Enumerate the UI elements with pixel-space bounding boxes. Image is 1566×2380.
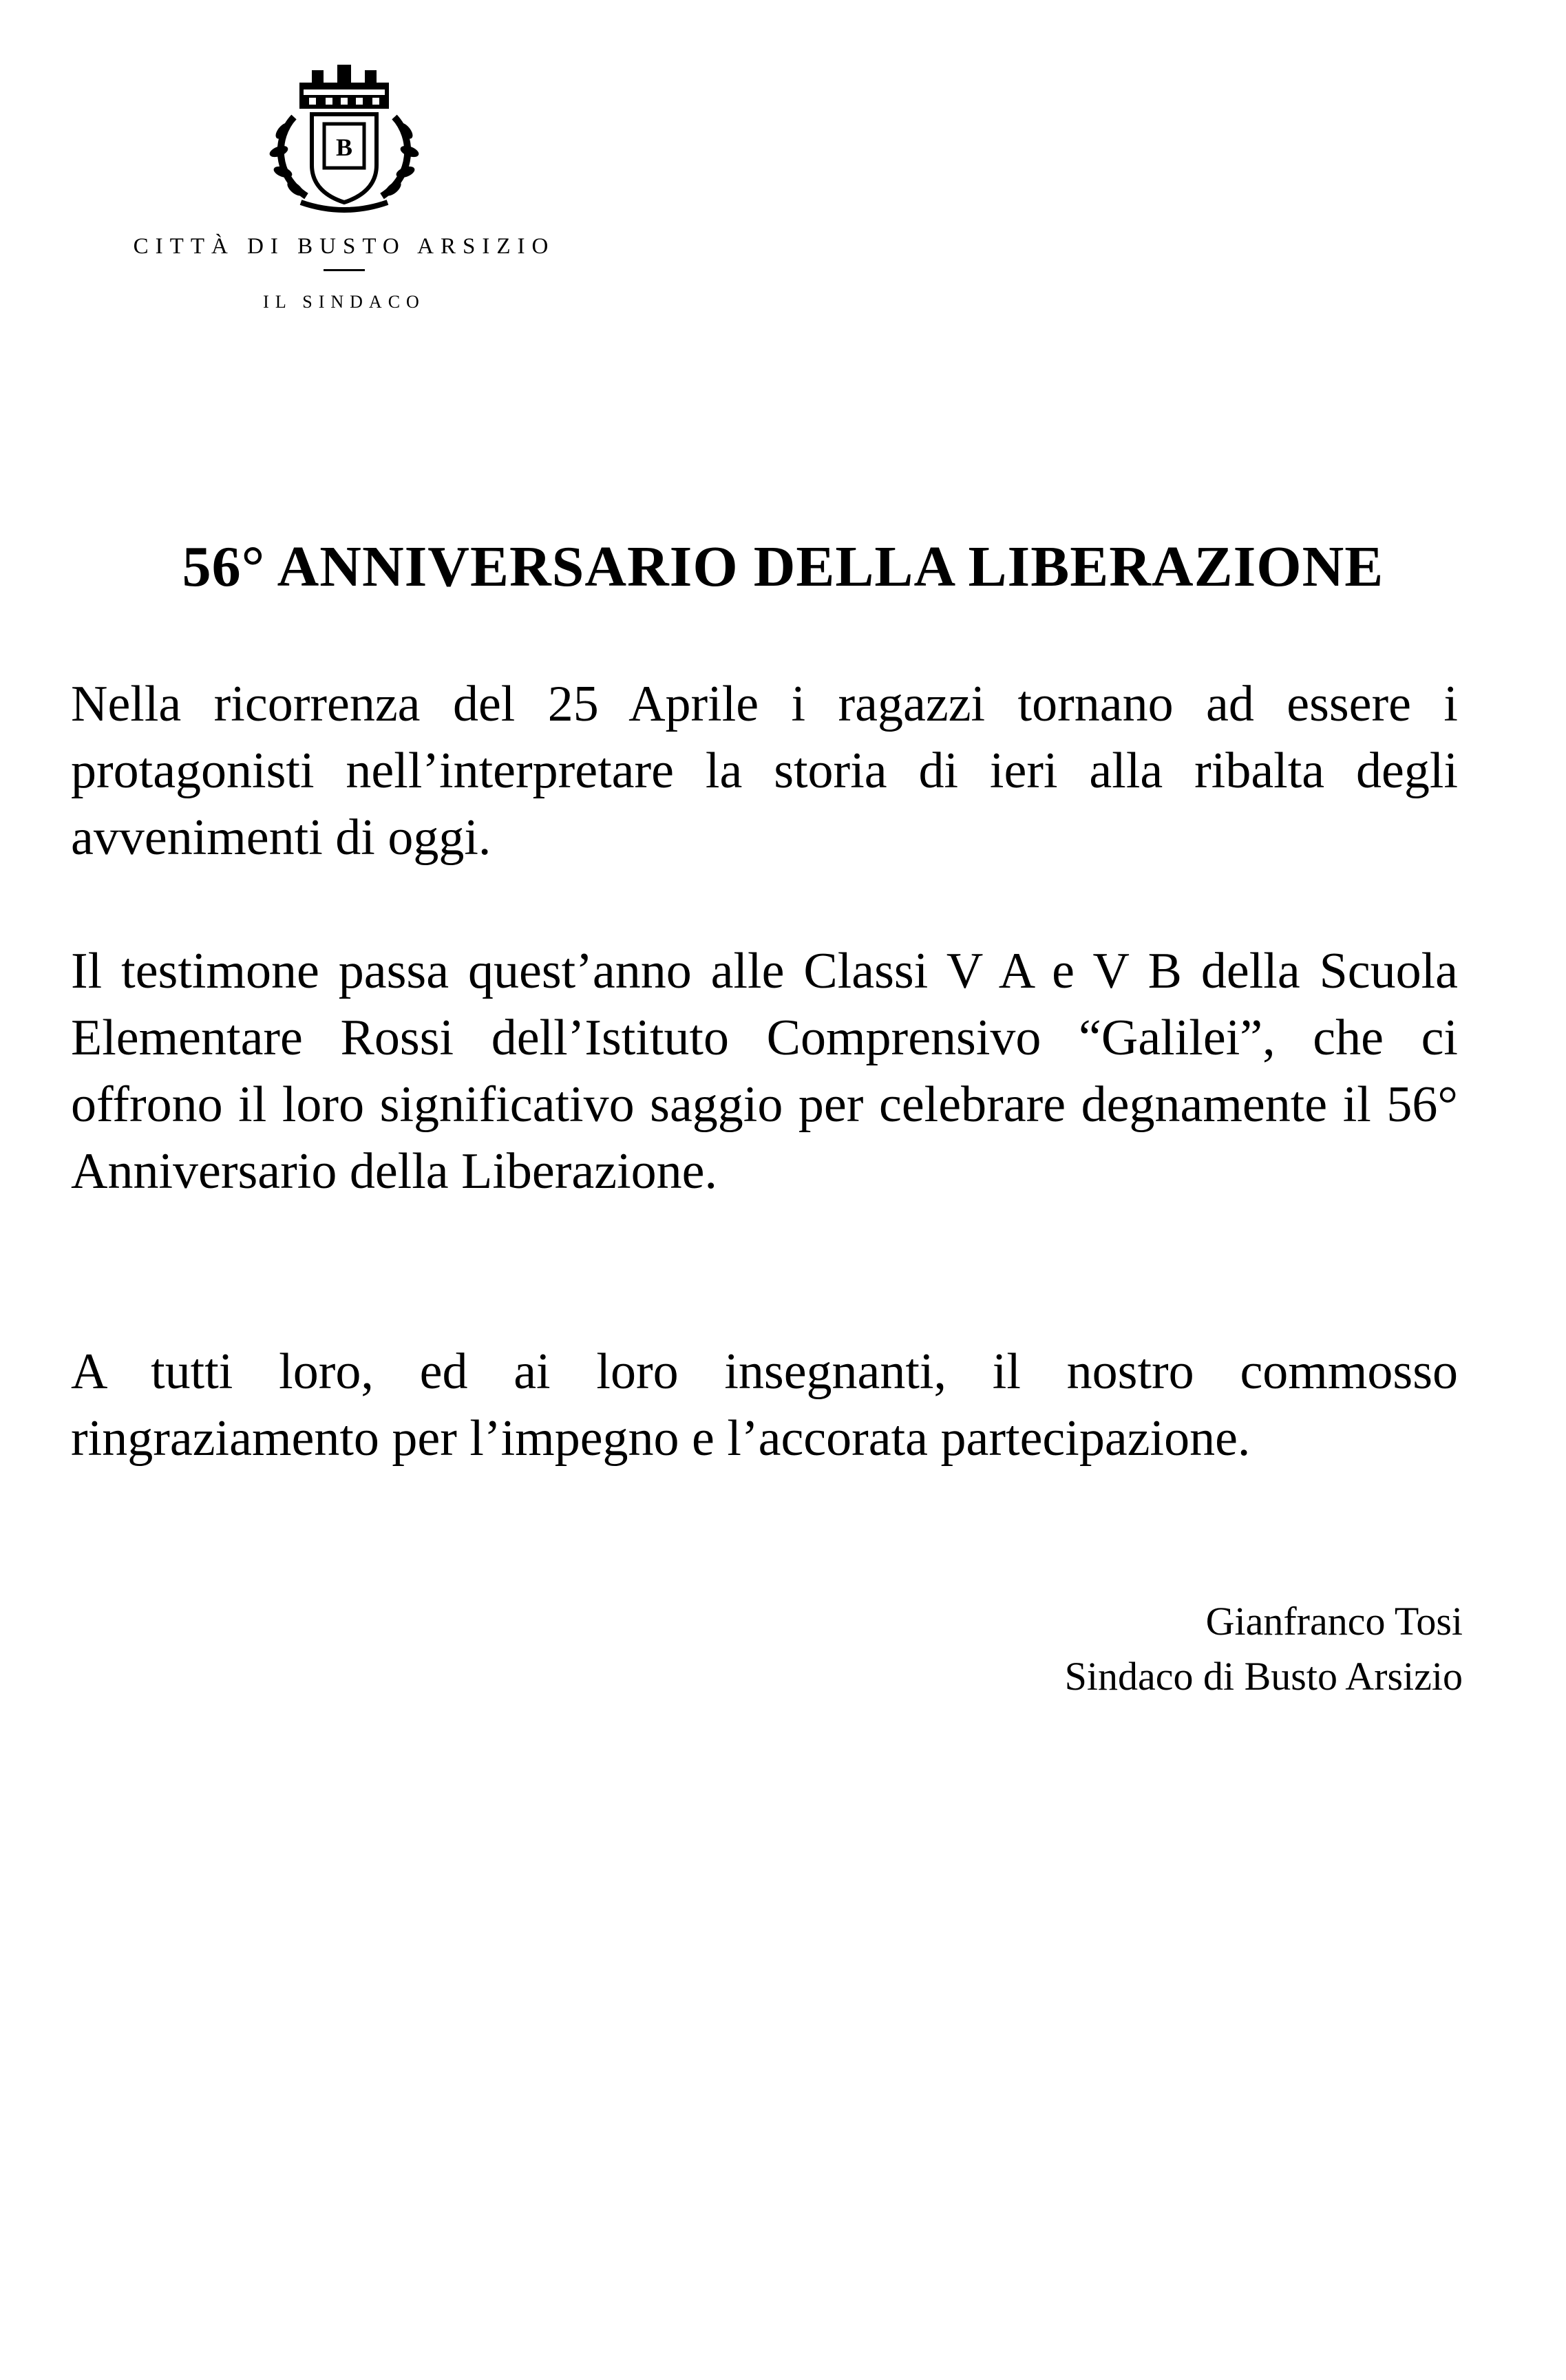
signature-name: Gianfranco Tosi: [1205, 1599, 1463, 1644]
signature-role: Sindaco di Busto Arsizio: [1064, 1654, 1463, 1699]
paragraph-1: Nella ricorrenza del 25 Aprile i ragazzi tornano ad essere i protagonisti nell’interpretare la storia di ieri alla ribalta degli avvenimenti di oggi.: [71, 676, 1458, 866]
letterhead-office: IL SINDACO: [263, 292, 425, 312]
letterhead-city: CITTÀ DI BUSTO ARSIZIO: [133, 234, 555, 259]
letterhead-divider: [324, 269, 365, 271]
city-crest-icon: [258, 55, 430, 220]
paragraph-3: A tutti loro, ed ai loro insegnanti, il nostro commosso ringraziamento per l’impegno e l’accorata partecipazione.: [71, 1343, 1458, 1467]
svg-text:B: B: [335, 134, 353, 161]
letterhead: [124, 55, 564, 312]
paragraph-2: Il testimone passa quest’anno alle Classi V A e V B della Scuola Elementare Rossi dell’Istituto Comprensivo “Galilei”, che ci offrono il loro significativo saggio per celebrare degnamente il 56° Anniversario della Liberazione.: [71, 943, 1458, 1200]
document-title: 56° ANNIVERSARIO DELLA LIBERAZIONE: [182, 535, 1384, 599]
signature-block: [1065, 1594, 1463, 1704]
